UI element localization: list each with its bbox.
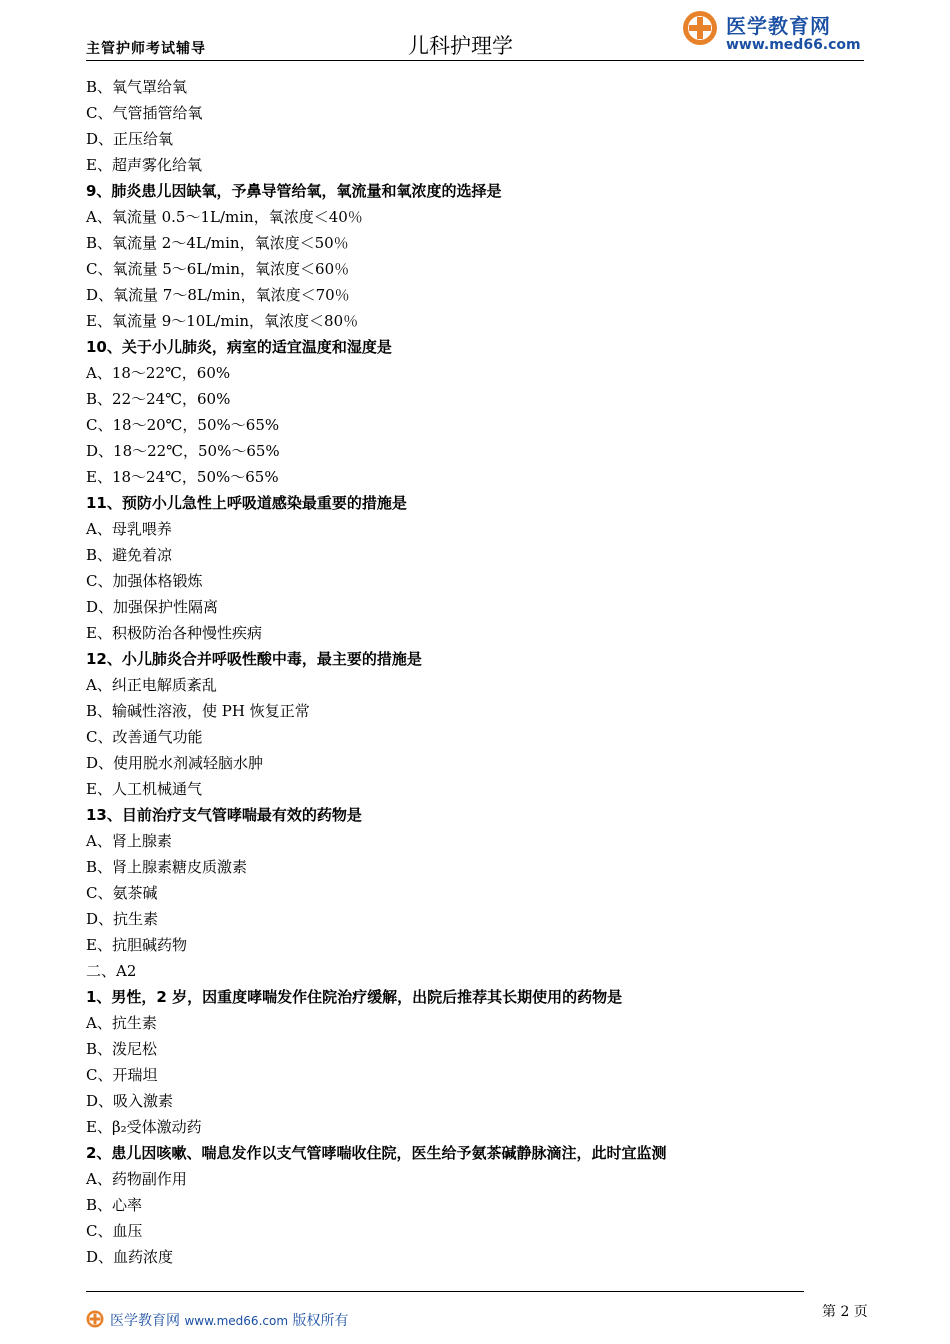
answer-option: A、母乳喂养 bbox=[86, 520, 172, 538]
answer-option: A、纠正电解质紊乱 bbox=[86, 676, 217, 694]
answer-option: B、氧气罩给氧 bbox=[86, 78, 188, 96]
question-stem: 9、肺炎患儿因缺氧，予鼻导管给氧，氧流量和氧浓度的选择是 bbox=[86, 182, 502, 200]
page-header bbox=[86, 8, 864, 61]
answer-option: C、血压 bbox=[86, 1222, 143, 1240]
answer-option: D、抗生素 bbox=[86, 910, 159, 928]
answer-option: 二、A2 bbox=[86, 962, 137, 980]
answer-option: D、氧流量 7～8L/min，氧浓度＜70％ bbox=[86, 286, 350, 304]
page-number: 第 2 页 bbox=[822, 1304, 868, 1320]
answer-option: A、抗生素 bbox=[86, 1014, 157, 1032]
logo-cross-icon bbox=[682, 10, 718, 46]
answer-option: D、18～22℃，50%～65% bbox=[86, 442, 280, 460]
footer-rights: 版权所有 bbox=[292, 1313, 349, 1329]
question-stem: 11、预防小儿急性上呼吸道感染最重要的措施是 bbox=[86, 494, 407, 512]
answer-option: D、加强保护性隔离 bbox=[86, 598, 219, 616]
answer-option: C、改善通气功能 bbox=[86, 728, 203, 746]
answer-option: E、人工机械通气 bbox=[86, 780, 202, 798]
question-stem: 12、小儿肺炎合并呼吸性酸中毒，最主要的措施是 bbox=[86, 650, 422, 668]
header-subject-title: 儿科护理学 bbox=[408, 34, 513, 58]
header-course-name: 主管护师考试辅导 bbox=[86, 41, 206, 57]
question-stem: 1、男性，2 岁，因重度哮喘发作住院治疗缓解，出院后推荐其长期使用的药物是 bbox=[86, 988, 623, 1006]
answer-option: B、氧流量 2～4L/min，氧浓度＜50％ bbox=[86, 234, 349, 252]
answer-option: A、药物副作用 bbox=[86, 1170, 187, 1188]
answer-option: D、血药浓度 bbox=[86, 1248, 174, 1266]
answer-option: A、18～22℃，60% bbox=[86, 364, 231, 382]
answer-option: E、18～24℃，50%～65% bbox=[86, 468, 279, 486]
footer-url: www.med66.com bbox=[184, 1314, 289, 1328]
logo-site-name: 医学教育网 bbox=[726, 14, 831, 38]
answer-option: D、正压给氧 bbox=[86, 130, 174, 148]
answer-option: B、22～24℃，60% bbox=[86, 390, 231, 408]
answer-option: A、氧流量 0.5～1L/min，氧浓度＜40％ bbox=[86, 208, 363, 226]
answer-option: D、吸入激素 bbox=[86, 1092, 174, 1110]
answer-option: B、输碱性溶液，使 PH 恢复正常 bbox=[86, 702, 310, 720]
answer-option: E、氧流量 9～10L/min，氧浓度＜80％ bbox=[86, 312, 359, 330]
question-stem: 13、目前治疗支气管哮喘最有效的药物是 bbox=[86, 806, 362, 824]
answer-option: C、氨茶碱 bbox=[86, 884, 158, 902]
footer-divider bbox=[86, 1291, 804, 1292]
answer-option: E、积极防治各种慢性疾病 bbox=[86, 624, 262, 642]
answer-option: C、气管插管给氧 bbox=[86, 104, 203, 122]
answer-option: C、氧流量 5～6L/min，氧浓度＜60％ bbox=[86, 260, 350, 278]
answer-option: A、肾上腺素 bbox=[86, 832, 172, 850]
question-stem: 2、患儿因咳嗽、喘息发作以支气管哮喘收住院，医生给予氨茶碱静脉滴注，此时宜监测 bbox=[86, 1144, 667, 1162]
footer-text bbox=[110, 1310, 348, 1330]
logo-site-url: www.med66.com bbox=[726, 37, 861, 53]
answer-option: C、开瑞坦 bbox=[86, 1066, 158, 1084]
answer-option: B、肾上腺素糖皮质激素 bbox=[86, 858, 248, 876]
answer-option: B、心率 bbox=[86, 1196, 143, 1214]
answer-option: E、抗胆碱药物 bbox=[86, 936, 187, 954]
answer-option: D、使用脱水剂减轻脑水肿 bbox=[86, 754, 264, 772]
answer-option: E、超声雾化给氧 bbox=[86, 156, 202, 174]
footer-site-name: 医学教育网 bbox=[110, 1313, 180, 1329]
answer-option: C、加强体格锻炼 bbox=[86, 572, 203, 590]
question-stem: 10、关于小儿肺炎，病室的适宜温度和湿度是 bbox=[86, 338, 392, 356]
footer-logo-icon bbox=[86, 1310, 104, 1328]
answer-option: E、β₂受体激动药 bbox=[86, 1118, 202, 1136]
answer-option: C、18～20℃，50%～65% bbox=[86, 416, 280, 434]
question-list bbox=[86, 74, 864, 1270]
site-logo[interactable] bbox=[682, 10, 862, 56]
answer-option: B、避免着凉 bbox=[86, 546, 173, 564]
answer-option: B、泼尼松 bbox=[86, 1040, 158, 1058]
